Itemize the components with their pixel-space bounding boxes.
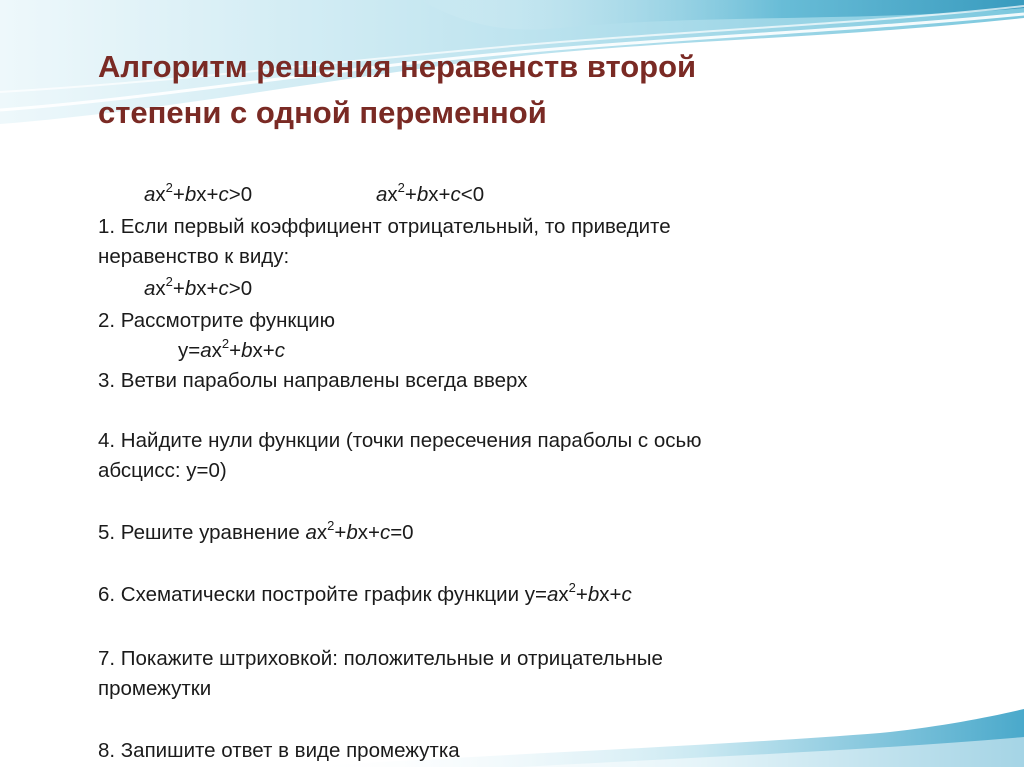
step-7-line-1: 7. Покажите штриховкой: положительные и отрицательные xyxy=(98,647,663,670)
title-line-2: степени с одной переменной xyxy=(98,95,547,130)
step-2-function: $y=ax^2+bx+c$ xyxy=(178,336,285,362)
title-line-1: Алгоритм решения неравенств второй xyxy=(98,49,697,84)
step-1-line-2: неравенство к виду: xyxy=(98,245,290,268)
step-2: 2. Рассмотрите функцию xyxy=(98,309,335,332)
step-3: 3. Ветви параболы направлены всегда вверх xyxy=(98,369,528,392)
step-7-line-2: промежутки xyxy=(98,677,212,700)
step-5: 5. Решите уравнение $ax^2+bx+c=0$ xyxy=(98,518,414,544)
inequality-greater: $ax^2+bx+c>0$ xyxy=(144,180,253,206)
step-1-line-1: 1. Если первый коэффициент отрицательный, то приведите xyxy=(98,215,671,238)
step-8: 8. Запишите ответ в виде промежутка xyxy=(98,739,460,762)
step-1-formula: $ax^2+bx+c>0$ xyxy=(144,274,253,300)
step-4-line-2: абсцисс: у=0) xyxy=(98,459,227,482)
slide-title xyxy=(98,44,958,136)
step-6: 6. Схематически постройте график функции $y=ax^2+bx+c$ xyxy=(98,580,632,606)
inequality-less: $ax^2+bx+c<0$ xyxy=(376,180,485,206)
step-4-line-1: 4. Найдите нули функции (точки пересечения параболы с осью xyxy=(98,429,702,452)
